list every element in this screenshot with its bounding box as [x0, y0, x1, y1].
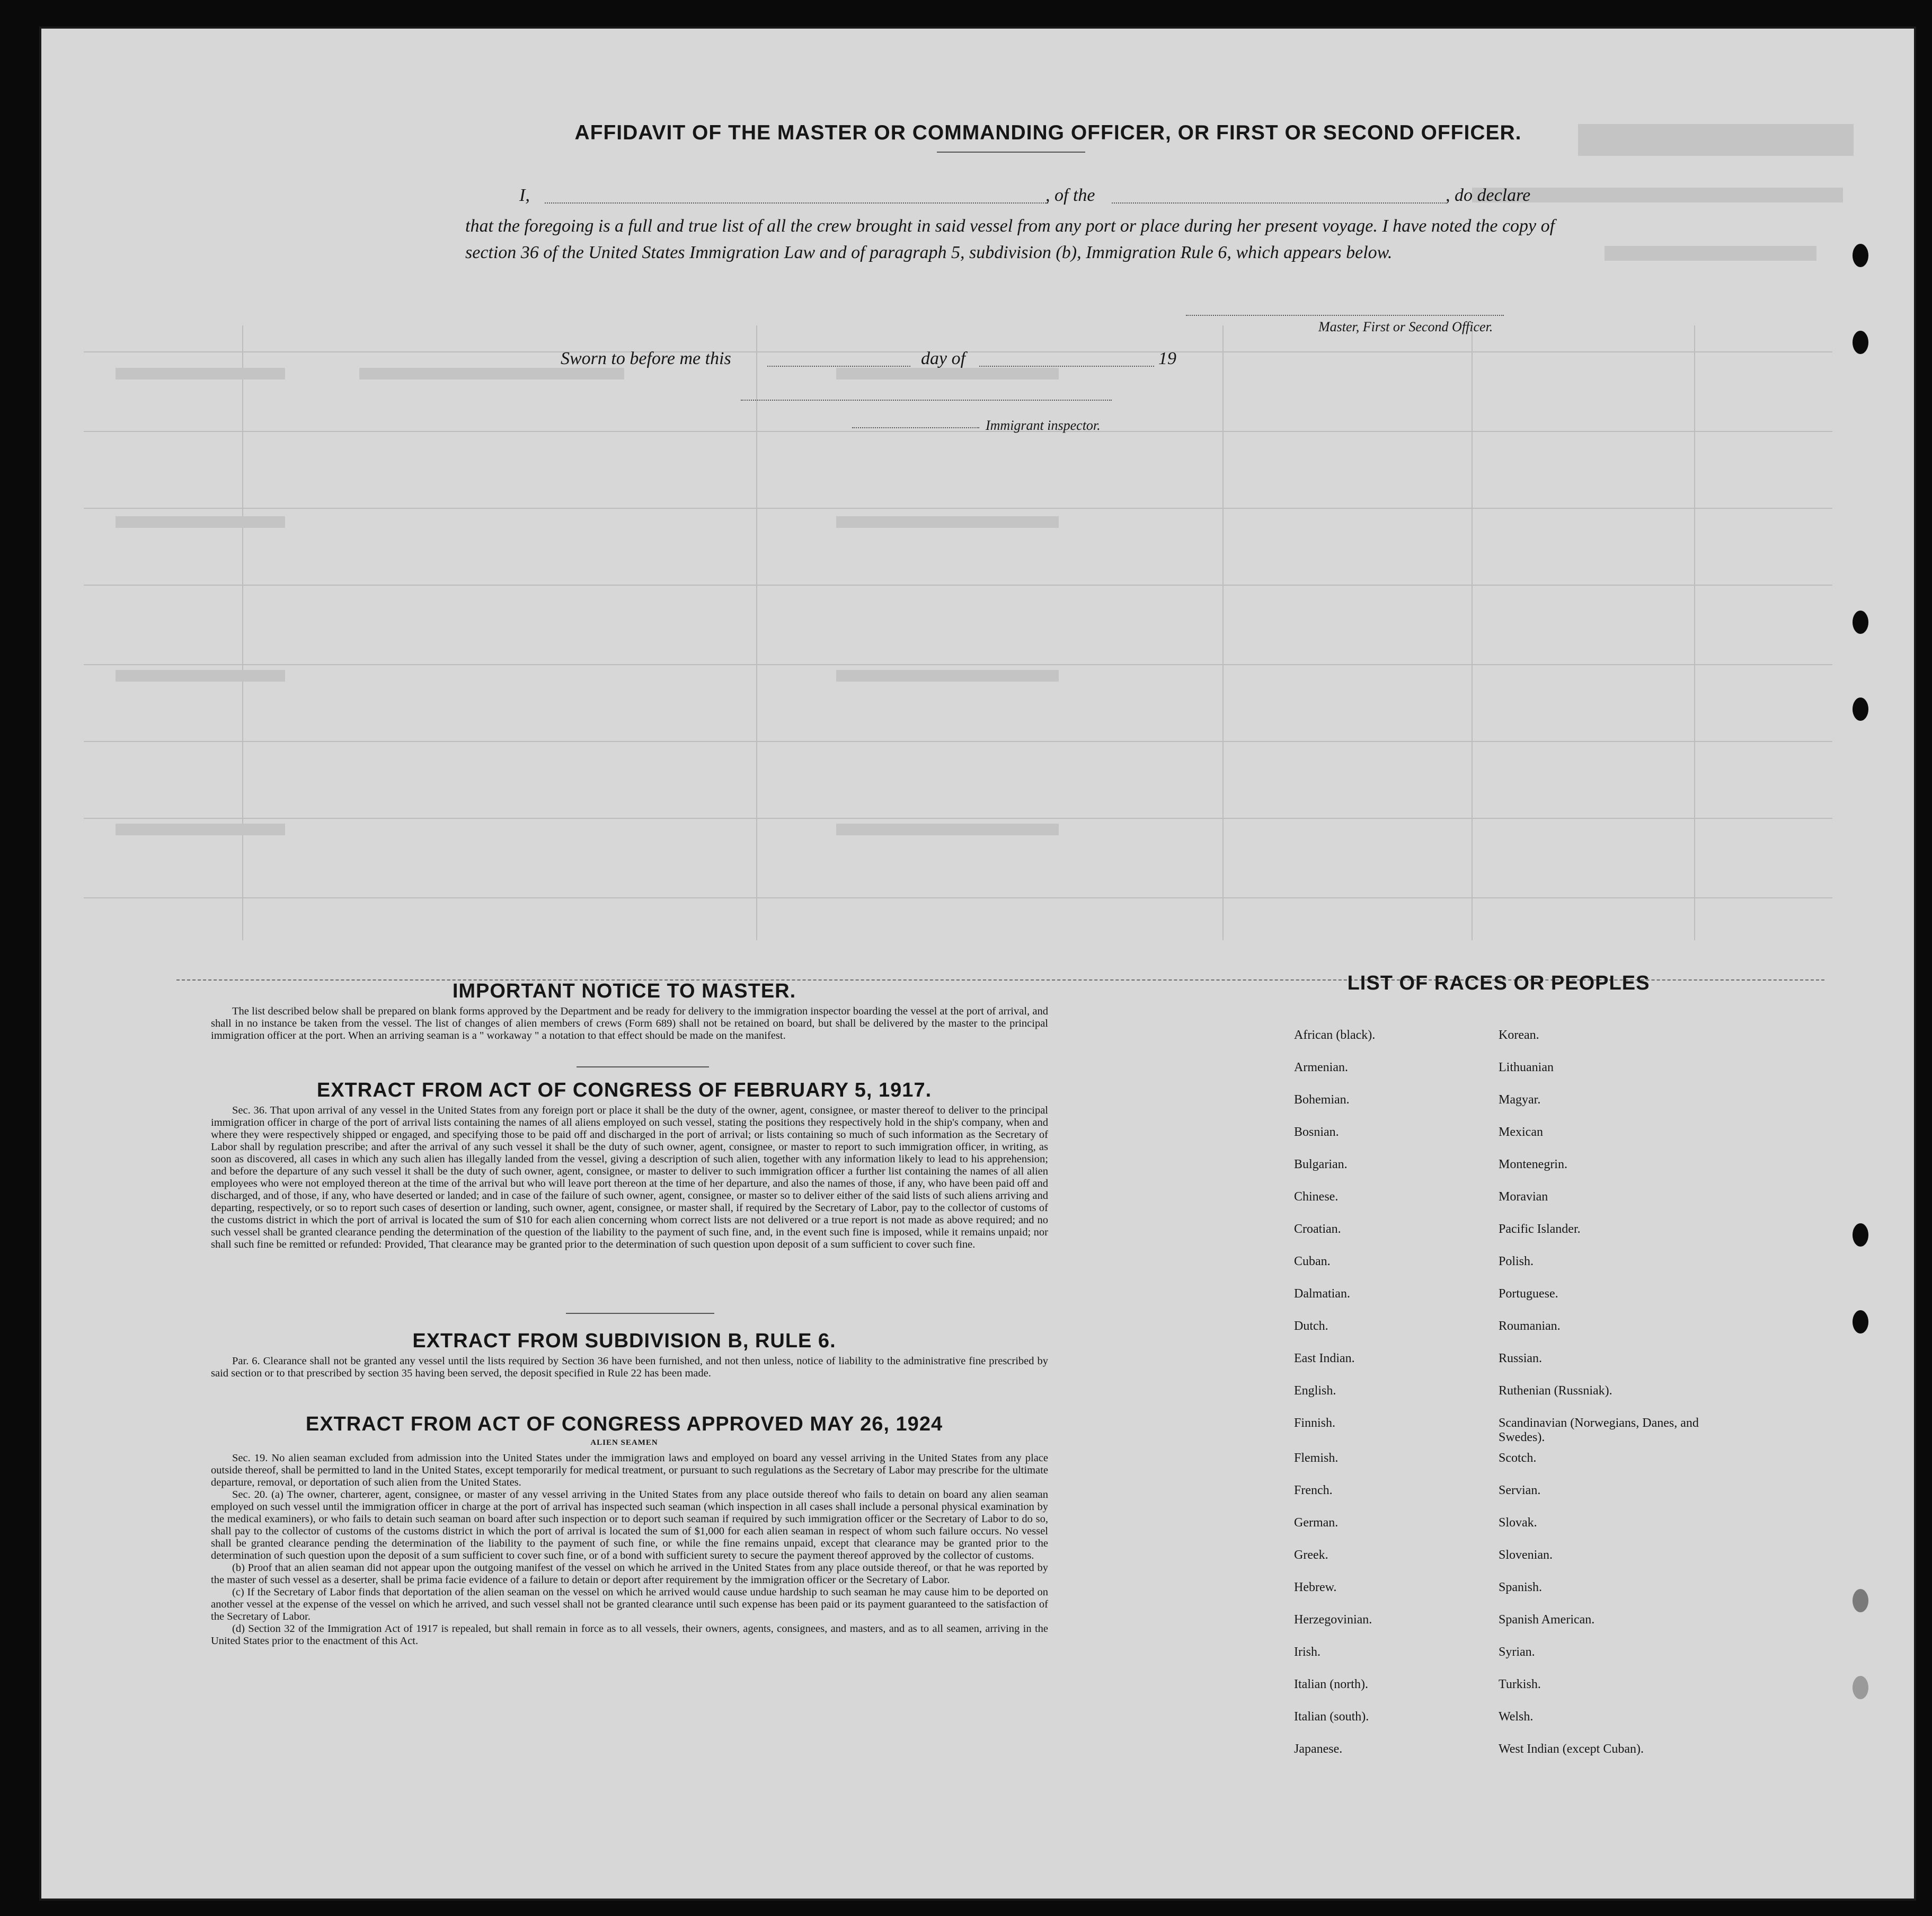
race-item: Japanese.	[1294, 1742, 1343, 1756]
race-item: Herzegovinian.	[1294, 1613, 1372, 1627]
race-item: Ruthenian (Russniak).	[1499, 1384, 1612, 1398]
race-item: German.	[1294, 1516, 1339, 1530]
race-item: Spanish.	[1499, 1581, 1543, 1594]
notice-heading: IMPORTANT NOTICE TO MASTER.	[452, 980, 796, 1002]
race-item: Dalmatian.	[1294, 1287, 1350, 1301]
race-item: Hebrew.	[1294, 1581, 1337, 1594]
punch-hole	[1853, 1223, 1868, 1247]
race-item: Polish.	[1499, 1255, 1534, 1268]
race-item: Portuguese.	[1499, 1287, 1558, 1301]
race-item: Russian.	[1499, 1352, 1543, 1365]
heading-divider	[937, 152, 1085, 153]
race-item: Finnish.	[1294, 1416, 1336, 1430]
race-item: Slovenian.	[1499, 1548, 1553, 1562]
race-item: Scotch.	[1499, 1451, 1537, 1465]
race-item: Italian (north).	[1294, 1677, 1368, 1691]
extract-rule6-body: Par. 6. Clearance shall not be granted any vessel until the lists required by Section 36 have been furnished, and not then unless, notice of liability to the administrative fine prescribed by said section or to that prescribed by section 35 having been served, the deposit specified in Rule 22 has been made.	[211, 1355, 1048, 1379]
race-item: French.	[1294, 1484, 1333, 1497]
extract-1924-heading: EXTRACT FROM ACT OF CONGRESS APPROVED MAY 26, 1924	[305, 1413, 943, 1435]
race-item: Dutch.	[1294, 1319, 1328, 1333]
races-heading: LIST OF RACES OR PEOPLES	[1347, 972, 1650, 994]
day-blank	[767, 366, 910, 367]
race-item: Flemish.	[1294, 1451, 1339, 1465]
extract-1917-heading: EXTRACT FROM ACT OF CONGRESS OF FEBRUARY 5, 1917.	[316, 1079, 932, 1101]
race-item: West Indian (except Cuban).	[1499, 1742, 1644, 1756]
punch-hole	[1853, 331, 1868, 354]
race-item: Armenian.	[1294, 1061, 1348, 1074]
extract-1924-body	[211, 1452, 1048, 1647]
race-item: Greek.	[1294, 1548, 1328, 1562]
name-blank	[545, 202, 1048, 204]
race-item: English.	[1294, 1384, 1336, 1398]
race-item: Spanish American.	[1499, 1613, 1595, 1627]
race-item: Syrian.	[1499, 1645, 1535, 1659]
affidavit-declaration: that the foregoing is a full and true list of all the crew brought in said vessel from any port or place during her present voyage. I have noted the copy of section 36 of the United States Immigration Law and of paragraph 5, subdivision (b), Immigration Rule 6, which appears below.	[465, 216, 1555, 262]
master-signature-label: Master, First or Second Officer.	[1318, 319, 1493, 334]
race-item: Turkish.	[1499, 1677, 1541, 1691]
race-item: Cuban.	[1294, 1255, 1331, 1268]
sec-19-paragraph: Sec. 19. No alien seaman excluded from admission into the United States under the immigration laws and employed on board any vessel arriving in the United States from any place outside thereof, shall be permitted to land in the United States, except temporarily for medical treatment, or pursuant to such regulations as the Secretary of Labor may prescribe for the ultimate departure, removal, or deportation of such alien from the United States.	[211, 1452, 1048, 1488]
punch-hole	[1853, 611, 1868, 634]
punch-hole	[1853, 1310, 1868, 1334]
sworn-label: Sworn to before me this	[561, 349, 731, 368]
race-item: Pacific Islander.	[1499, 1222, 1581, 1236]
affidavit-of-the-label: , of the	[1045, 186, 1095, 205]
day-of-label: day of	[921, 349, 966, 368]
extract-1917-body: Sec. 36. That upon arrival of any vessel in the United States from any foreign port or place it shall be the duty of the owner, agent, consignee, or master thereof to deliver to the principal immigration officer in charge of the port of arrival lists containing the names of all aliens employed on such vessel, stating the positions they respectively hold in the ship's company, when and where they were respectively shipped or engaged, and specifying those to be paid off and discharged in the port of arrival; or lists containing so much of such information as the Secretary of Labor shall by regulation prescribe; and after the arrival of any such vessel it shall be the duty of such owner, agent, consignee, or master to report to such immigration officer, in writing, as soon as discovered, all cases in which any such alien has illegally landed from the vessel, giving a description of such alien, together with any information likely to lead to his apprehension; and before the departure of any such vessel it shall be the duty of such owner, agent, consignee, or master to deliver to such immigration officer a further list containing the names of all alien employees who were not employed thereon at the time of the arrival but who will leave port thereon at the time of her departure, and also the names of those, if any, who have been paid off and discharged, and of those, if any, who have deserted or landed; and in case of the failure of such owner, agent, consignee, or master so to deliver either of the said lists of such aliens arriving and departing, respectively, or so to report such cases of desertion or landing, such owner, agent, consignee, or master shall, if required by the Secretary of Labor, pay to the collector of customs of the customs district in which the port of arrival is located the sum of $10 for each alien concerning whom correct lists are not delivered or a true report is not made as above required; and no such vessel shall be granted clearance pending the determination of the question of the liability to the payment of such fine, and, in the event such fine is imposed, while it remains unpaid; nor shall such fine be remitted or refunded: Provided, That clearance may be granted prior to the determination of such question upon deposit of a sum sufficient to cover such fine.	[211, 1105, 1048, 1250]
race-item: Lithuanian	[1499, 1061, 1554, 1074]
inspector-blank-short	[852, 427, 979, 428]
notice-body: The list described below shall be prepared on blank forms approved by the Department and be ready for delivery to the immigration inspector boarding the vessel at the port of arrival, and shall in no instance be taken from the vessel. The list of changes of alien members of crews (Form 689) shall not be retained on board, but shall be delivered by the master to the principal immigration officer at the port. When an arriving seaman is a " workaway " a notation to that effect should be made on the manifest.	[211, 1005, 1048, 1041]
month-blank	[979, 366, 1154, 367]
race-item: Italian (south).	[1294, 1710, 1369, 1724]
race-item: Scandinavian (Norwegians, Danes, and Swedes).	[1499, 1416, 1699, 1444]
document-page	[41, 29, 1914, 1899]
sec-20a-paragraph: Sec. 20. (a) The owner, charterer, agent, consignee, or master of any vessel arriving in the United States from any place outside thereof who fails to detain on board any alien seaman employed on such vessel until the immigration officer in charge at the port of arrival has inspected such seaman (which inspection in all cases shall include a personal physical examination by the medical examiners), or who fails to detain such seaman on board after such inspection or to deport such seaman if required by such immigration officer or the Secretary of Labor to do so, shall pay to the collector of customs of the customs district in which the port of arrival is located the sum of $1,000 for each alien seaman in respect of whom such failure occurs. No vessel shall be granted clearance pending the determination of the liability to the payment of such fine, or while the fine remains unpaid, except that clearance may be granted prior to the determination of such question upon the deposit of a sum sufficient to cover such fine, or of a bond with sufficient surety to secure the payment thereof approved by the collector of customs.	[211, 1489, 1048, 1561]
sec-20c-paragraph: (c) If the Secretary of Labor finds that deportation of the alien seaman on the vessel on which he arrived would cause undue hardship to such seaman he may cause him to be deported on another vessel at the expense of the vessel on which he arrived, and such vessel shall not be granted clearance until such expense has been paid or its payment guaranteed to the satisfaction of the Secretary of Labor.	[211, 1586, 1048, 1622]
race-item: Servian.	[1499, 1484, 1541, 1497]
race-item: Roumanian.	[1499, 1319, 1561, 1333]
race-item: Magyar.	[1499, 1093, 1541, 1107]
affidavit-heading: AFFIDAVIT OF THE MASTER OR COMMANDING OFFICER, OR FIRST OR SECOND OFFICER.	[574, 121, 1522, 144]
punch-hole	[1853, 1676, 1868, 1699]
punch-hole	[1853, 1589, 1868, 1612]
sec-20b-paragraph: (b) Proof that an alien seaman did not appear upon the outgoing manifest of the vessel on which he arrived in the United States from any place outside thereof, or that he was reported by the master of such vessel as a deserter, shall be prima facie evidence of a failure to detain or deport after requirement by the immigration officer or the Secretary of Labor.	[211, 1562, 1048, 1586]
extract-1924-subheading: ALIEN SEAMEN	[590, 1438, 658, 1447]
affidavit-i-label: I,	[519, 186, 530, 205]
inspector-signature-line	[741, 400, 1112, 401]
race-item: Mexican	[1499, 1125, 1543, 1139]
punch-hole	[1853, 244, 1868, 267]
inspector-label: Immigrant inspector.	[986, 418, 1101, 433]
race-item: Welsh.	[1499, 1710, 1534, 1724]
race-item: Moravian	[1499, 1190, 1548, 1204]
race-item: East Indian.	[1294, 1352, 1355, 1365]
sec-20d-paragraph: (d) Section 32 of the Immigration Act of 1917 is repealed, but shall remain in force as to all vessels, their owners, agents, consignees, and masters, and as to all seamen, arriving in the United States prior to the enactment of this Act.	[211, 1623, 1048, 1647]
punch-hole	[1853, 697, 1868, 721]
race-item: Bulgarian.	[1294, 1158, 1348, 1171]
race-item: Chinese.	[1294, 1190, 1339, 1204]
notice-divider	[577, 1066, 709, 1067]
extract-1917-divider	[566, 1313, 714, 1314]
race-item: African (black).	[1294, 1028, 1376, 1042]
race-item: Bosnian.	[1294, 1125, 1339, 1139]
race-item: Montenegrin.	[1499, 1158, 1567, 1171]
master-signature-line	[1186, 315, 1504, 316]
race-item: Irish.	[1294, 1645, 1321, 1659]
vessel-blank	[1112, 202, 1446, 204]
affidavit-do-declare-label: , do declare	[1446, 186, 1531, 205]
race-item: Slovak.	[1499, 1516, 1537, 1530]
year-prefix: 19	[1158, 349, 1176, 368]
extract-rule6-heading: EXTRACT FROM SUBDIVISION B, RULE 6.	[412, 1330, 836, 1352]
race-item: Bohemian.	[1294, 1093, 1350, 1107]
race-item: Croatian.	[1294, 1222, 1341, 1236]
race-item: Korean.	[1499, 1028, 1539, 1042]
